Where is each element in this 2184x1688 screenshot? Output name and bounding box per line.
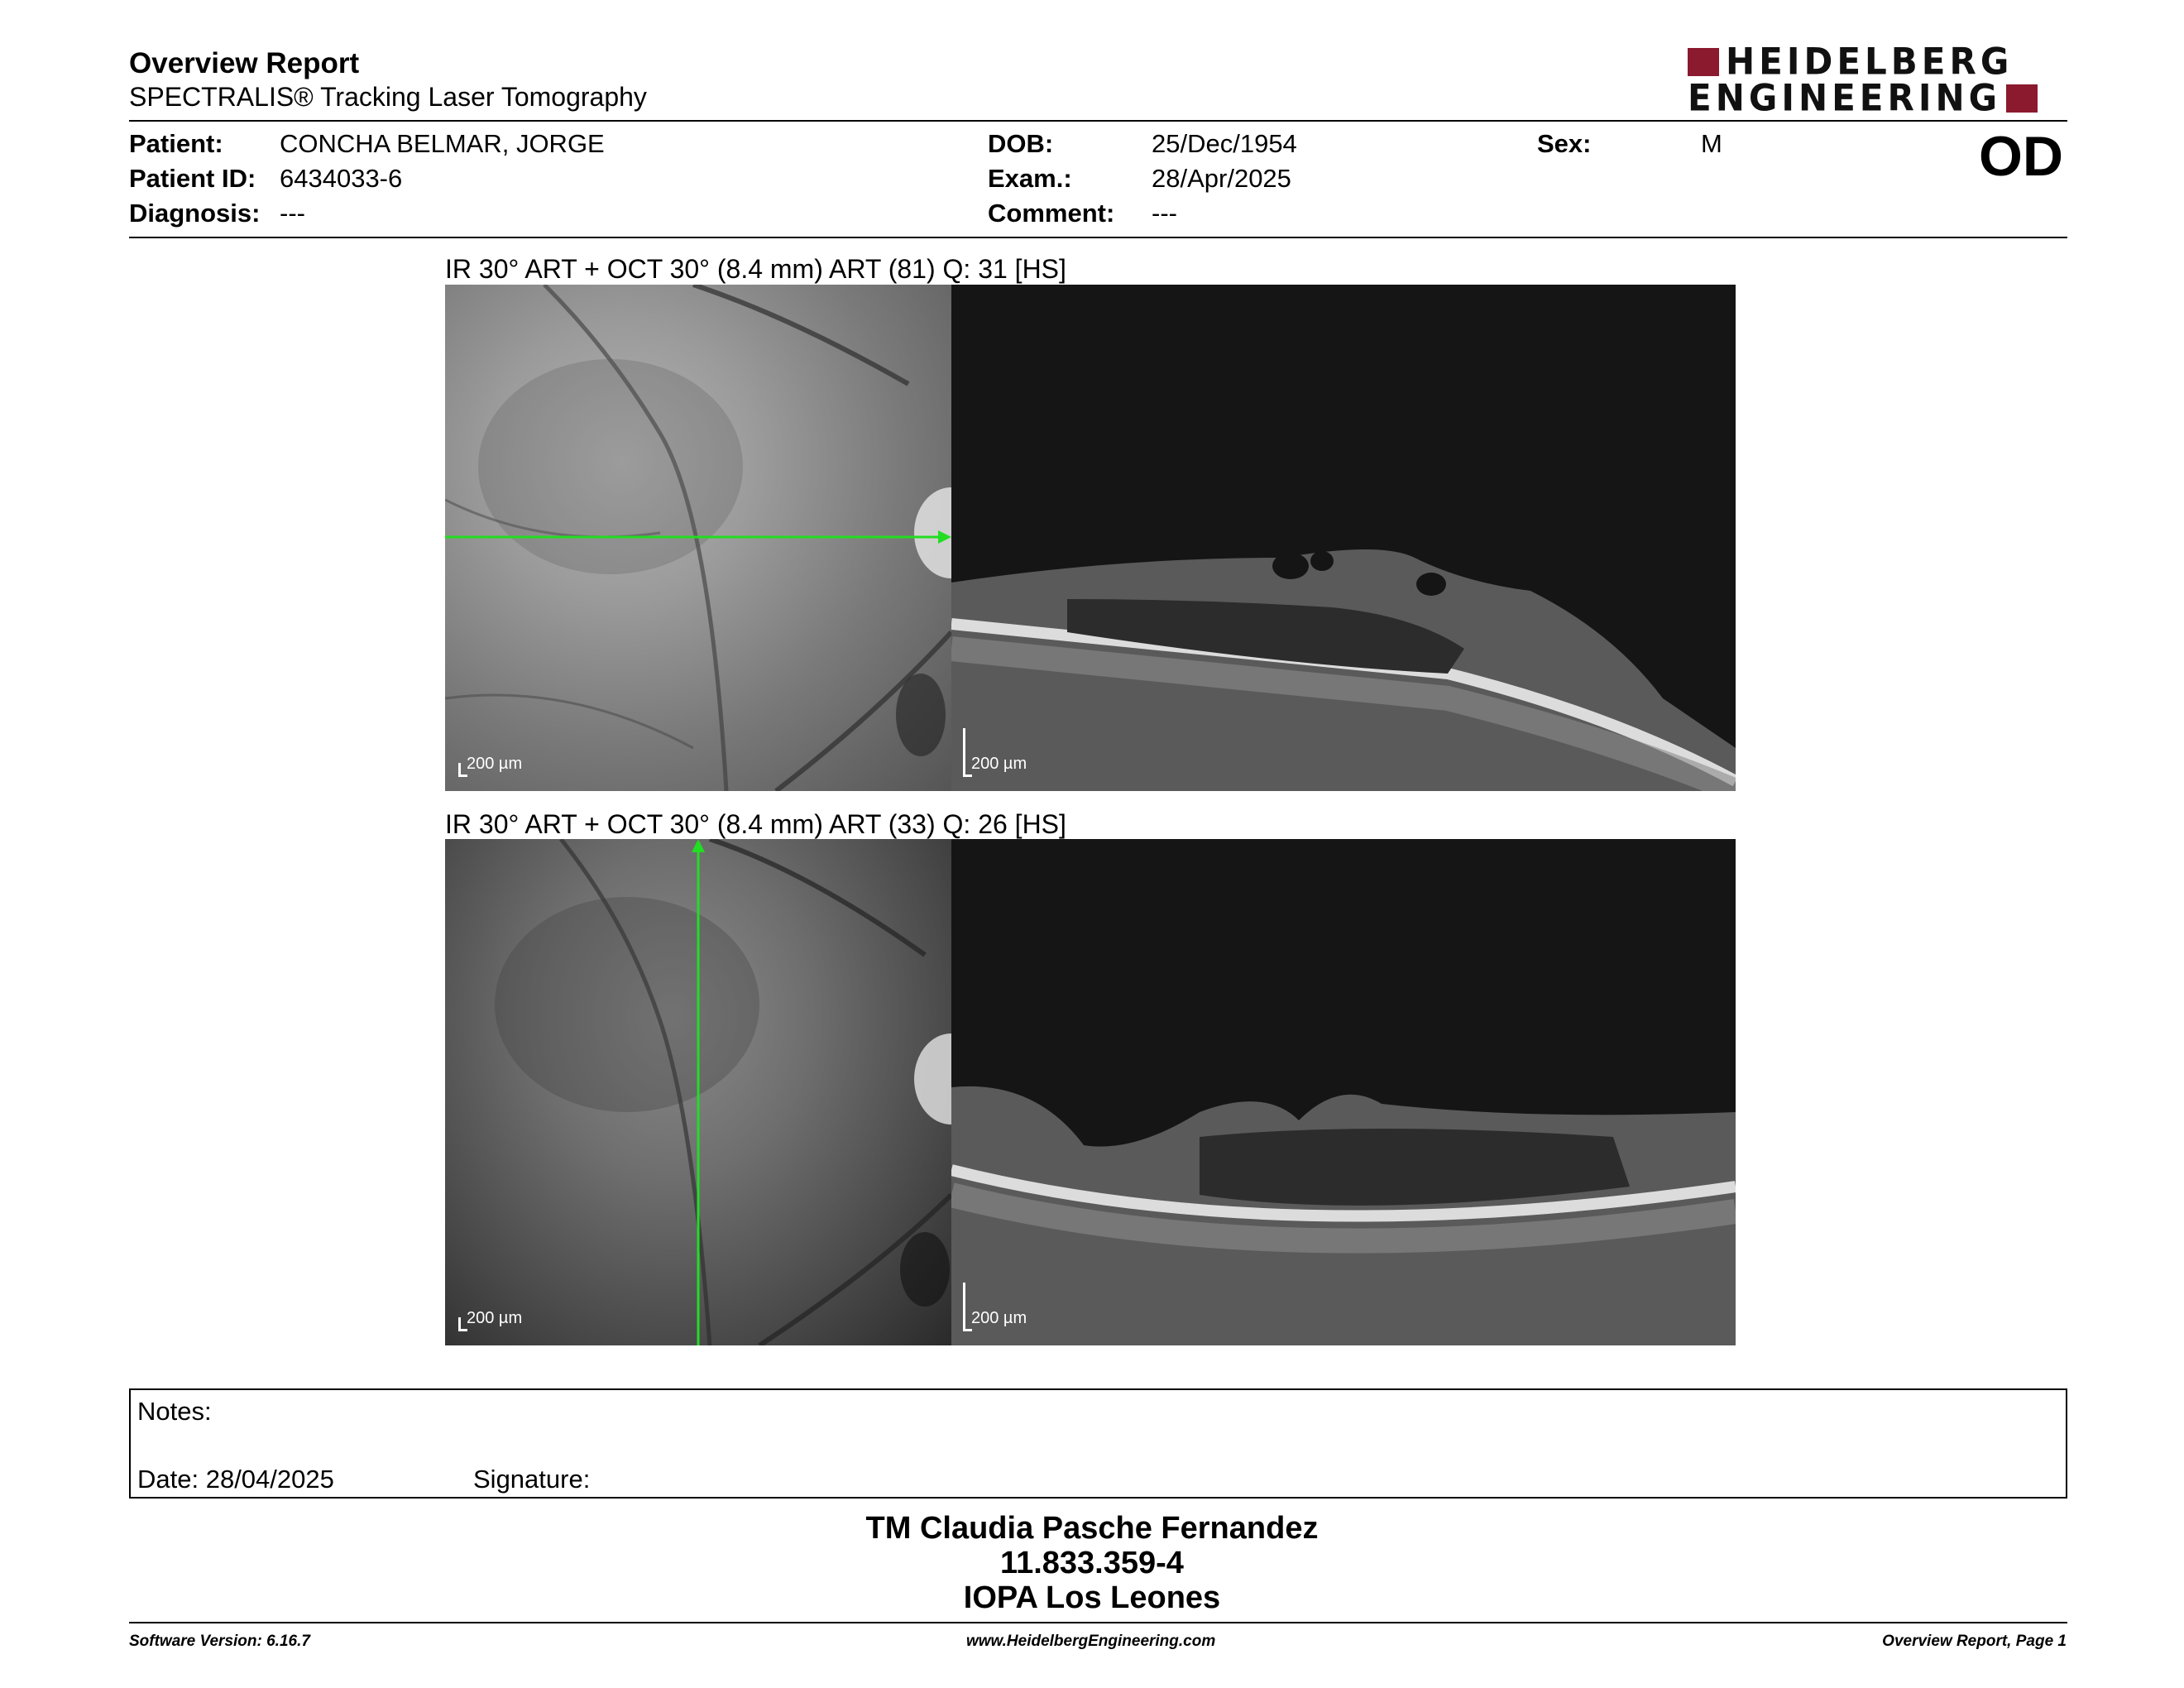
dob-label: DOB: (988, 129, 1054, 158)
eye-indicator: OD (1979, 125, 2063, 188)
website-link[interactable]: www.HeidelbergEngineering.com (966, 1633, 1216, 1650)
arrow-up-icon (692, 839, 705, 852)
header-rule (129, 120, 2067, 122)
logo-block-icon (1688, 48, 1719, 76)
software-version: Software Version: 6.16.7 (129, 1633, 310, 1650)
signer-name: TM Claudia Pasche Fernandez (865, 1511, 1319, 1546)
oct-image (951, 839, 1736, 1345)
patient-label: Patient: (129, 129, 223, 158)
notes-label: Notes: (137, 1397, 212, 1426)
scale-label: 200 µm (467, 755, 523, 773)
sex-label: Sex: (1537, 129, 1592, 158)
report-subtitle: SPECTRALIS® Tracking Laser Tomography (129, 82, 647, 112)
report-title: Overview Report (129, 47, 360, 79)
page-indicator: Overview Report, Page 1 (1882, 1633, 2067, 1650)
fundus-image (445, 839, 951, 1345)
footer-rule (129, 1622, 2067, 1623)
exam-value: 28/Apr/2025 (1152, 164, 1291, 193)
patient-rule (129, 237, 2067, 238)
heidelberg-logo (1688, 40, 2068, 120)
sex-value: M (1701, 129, 1722, 158)
patient-id-value: 6434033-6 (280, 164, 403, 193)
fundus-vessels (445, 285, 951, 791)
scale-label: 200 µm (971, 755, 1027, 773)
logo-block-icon (2006, 84, 2038, 113)
scan-title: IR 30° ART + OCT 30° (8.4 mm) ART (81) Q: 31 [HS] (445, 254, 1066, 284)
scale-label: 200 µm (467, 1309, 523, 1327)
notes-box[interactable] (129, 1388, 2067, 1499)
patient-value: CONCHA BELMAR, JORGE (280, 129, 605, 158)
signer-institution: IOPA Los Leones (963, 1580, 1221, 1615)
fundus-vessels (445, 839, 951, 1345)
diagnosis-label: Diagnosis: (129, 199, 261, 228)
diagnosis-value: --- (280, 199, 305, 228)
dob-value: 25/Dec/1954 (1152, 129, 1297, 158)
scan-title: IR 30° ART + OCT 30° (8.4 mm) ART (33) Q: 26 [HS] (445, 809, 1066, 839)
oct-image (951, 285, 1736, 791)
comment-label: Comment: (988, 199, 1115, 228)
comment-value: --- (1152, 199, 1177, 228)
scale-label: 200 µm (971, 1309, 1027, 1327)
oct-bscan (951, 839, 1736, 1345)
date-label: Date: 28/04/2025 (137, 1465, 334, 1494)
fundus-image (445, 285, 951, 791)
signature-label: Signature: (473, 1465, 591, 1494)
logo-text-line2: ENGINEERING (1688, 76, 2002, 120)
exam-label: Exam.: (988, 164, 1072, 193)
signer-id: 11.833.359-4 (1000, 1546, 1184, 1580)
logo-text-line1: HEIDELBERG (1726, 40, 2014, 84)
oct-bscan (951, 285, 1736, 791)
patient-id-label: Patient ID: (129, 164, 256, 193)
